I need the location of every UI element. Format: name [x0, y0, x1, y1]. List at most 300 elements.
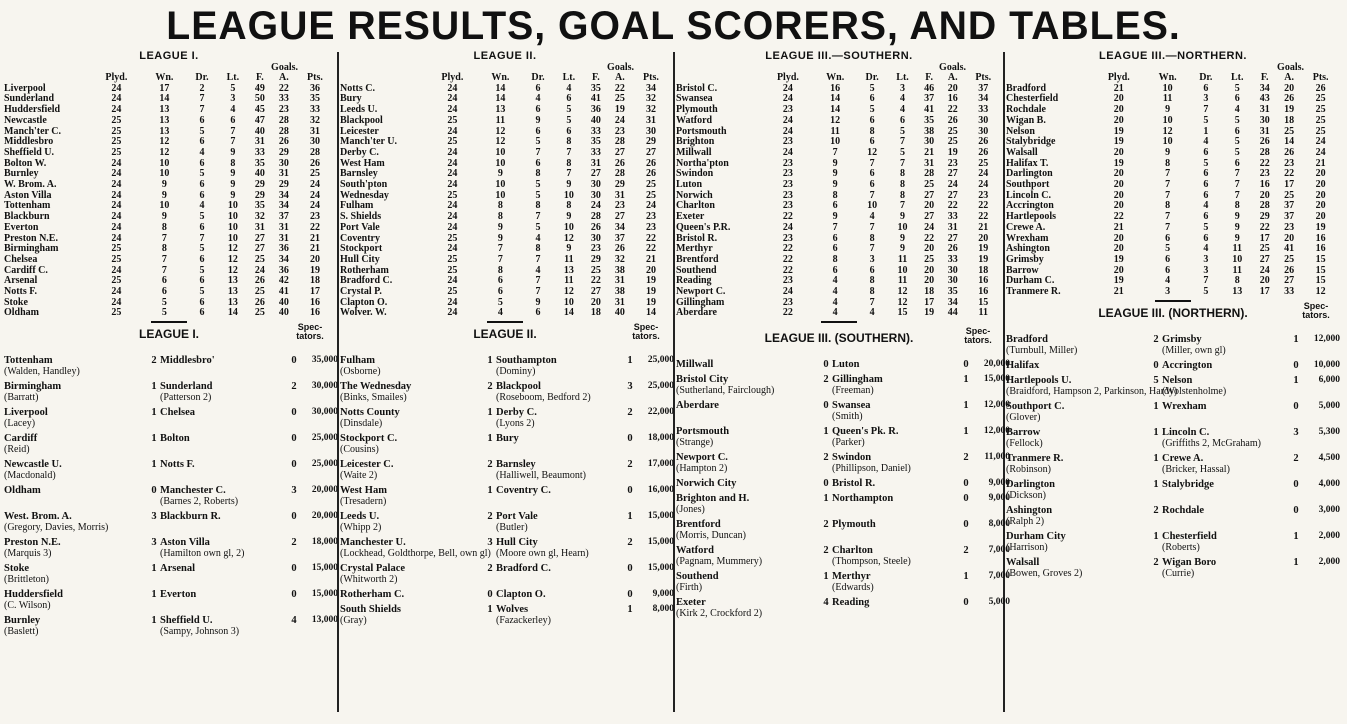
away-team: Southampton	[496, 355, 557, 367]
stat-cell: 44	[947, 307, 958, 319]
match-result	[1006, 531, 1340, 553]
match-result	[1006, 479, 1340, 501]
table-row	[676, 308, 1002, 319]
stat-cell: 24	[111, 104, 122, 116]
home-score: 1	[487, 485, 493, 497]
stat-cell: 7	[535, 211, 541, 223]
home-score: 1	[823, 426, 829, 438]
goal-scorers	[340, 444, 674, 455]
attendance: 25,000	[311, 433, 338, 444]
stat-cell: 11	[564, 275, 574, 287]
stat-cell: 13	[495, 104, 506, 116]
stat-cell: 27	[590, 286, 601, 298]
stat-cell: 6	[1203, 232, 1209, 244]
away-scorers: (Lyons 2)	[496, 418, 535, 430]
stat-cell: 7	[1165, 179, 1171, 191]
column-header-points: Pts.	[975, 72, 992, 83]
team-name: Rotherham	[340, 264, 389, 276]
away-team: Derby C.	[496, 407, 537, 419]
match-result	[676, 571, 1010, 594]
home-scorers: (Kirk 2, Crockford 2)	[676, 608, 763, 620]
stat-cell: 23	[978, 189, 989, 201]
column-header-lost: Lt.	[226, 72, 240, 83]
home-team: Darlington	[1006, 478, 1056, 490]
away-scorers: (Roseboom, Bedford 2)	[496, 392, 591, 404]
stat-cell: 19	[645, 296, 656, 308]
stat-cell: 20	[309, 253, 320, 265]
stat-cell: 27	[947, 168, 958, 180]
stat-cell: 25	[447, 232, 458, 244]
team-name: Birmingham	[4, 243, 59, 255]
stat-cell: 22	[947, 104, 958, 116]
stat-cell: 11	[978, 307, 988, 319]
stat-cell: 11	[897, 275, 908, 287]
table-title: LEAGUE I.	[139, 50, 199, 62]
stat-cell: 4	[535, 264, 541, 276]
column-header-for: F.	[592, 72, 600, 83]
stat-cell: 7	[230, 136, 236, 148]
column-header-points: Pts.	[1312, 72, 1329, 83]
team-name: Brentford	[676, 253, 719, 265]
stat-cell: 25	[1259, 243, 1270, 255]
stat-cell: 32	[254, 211, 265, 223]
stat-cell: 7	[1165, 221, 1171, 233]
stat-cell: 20	[1315, 168, 1326, 180]
stat-cell: 26	[1284, 146, 1295, 158]
stat-cell: 12	[830, 114, 841, 126]
stat-cell: 7	[161, 253, 167, 265]
away-team: Everton	[160, 589, 197, 601]
attendance: 25,000	[647, 381, 674, 392]
away-scorers	[496, 444, 666, 455]
stat-cell: 20	[1113, 168, 1124, 180]
stat-cell: 31	[590, 157, 601, 169]
away-scorers	[496, 496, 666, 507]
stat-cell: 10	[495, 189, 506, 201]
away-score: 0	[291, 589, 297, 601]
away-team: Middlesbro'	[160, 355, 215, 367]
stat-cell: 4	[1165, 275, 1171, 287]
stat-cell: 23	[590, 243, 601, 255]
team-name: Portsmouth	[676, 125, 727, 137]
home-scorers: (Cousins)	[340, 444, 379, 456]
stat-cell: 24	[782, 93, 793, 105]
stat-cell: 8	[566, 157, 572, 169]
stat-cell: 18	[1284, 114, 1295, 126]
home-scorers: (Fellock)	[1006, 437, 1043, 449]
stat-cell: 3	[1203, 264, 1209, 276]
stat-cell: 34	[1259, 82, 1270, 94]
match-result	[340, 459, 674, 482]
stat-cell: 8	[161, 243, 167, 255]
stat-cell: 29	[278, 146, 289, 158]
stat-cell: 25	[254, 253, 265, 265]
team-name: Ashington	[1006, 243, 1050, 255]
home-team: Manchester U.	[340, 537, 406, 549]
team-name: Nelson	[1006, 125, 1035, 137]
stat-cell: 7	[535, 146, 541, 158]
results-list	[676, 359, 1010, 620]
stat-cell: 19	[1113, 125, 1124, 137]
goal-scorers	[340, 418, 674, 429]
stat-cell: 46	[924, 82, 935, 94]
away-score: 0	[1293, 478, 1299, 490]
away-scorers	[832, 530, 1002, 541]
results-title: LEAGUE III. (NORTHERN). Spec-tators.	[1006, 306, 1340, 320]
stat-cell: 26	[1315, 82, 1326, 94]
stat-cell: 6	[1203, 189, 1209, 201]
attendance: 10,000	[1313, 359, 1340, 370]
stat-cell: 3	[1203, 93, 1209, 105]
home-scorers: (Jones)	[676, 504, 705, 516]
team-name: Manch'ter U.	[340, 136, 398, 148]
stat-cell: 10	[1162, 82, 1173, 94]
team-name: Stalybridge	[1006, 136, 1056, 148]
stat-cell: 20	[1113, 114, 1124, 126]
stat-cell: 27	[645, 146, 656, 158]
away-score: 1	[963, 571, 969, 583]
away-scorers: (Phillipson, Daniel)	[832, 463, 911, 475]
away-scorers	[160, 418, 330, 429]
stat-cell: 7	[1165, 189, 1171, 201]
stat-cell: 20	[1113, 93, 1124, 105]
attendance: 5,000	[1318, 400, 1340, 411]
stat-cell: 24	[782, 82, 793, 94]
attendance: 9,000	[988, 478, 1010, 489]
home-team: Exeter	[676, 597, 706, 609]
stat-cell: 9	[497, 232, 503, 244]
stat-cell: 6	[900, 114, 906, 126]
stat-cell: 22	[1259, 221, 1270, 233]
stat-cell: 21	[309, 232, 320, 244]
stat-cell: 23	[278, 104, 289, 116]
stat-cell: 30	[924, 136, 935, 148]
attendance: 15,000	[311, 589, 338, 600]
stat-cell: 7	[535, 275, 541, 287]
stat-cell: 6	[832, 243, 838, 255]
table-row	[1006, 223, 1340, 234]
home-scorers	[676, 411, 832, 422]
stat-cell: 21	[1315, 157, 1326, 169]
away-team: Crewe A.	[1162, 452, 1204, 464]
goal-scorers	[4, 496, 338, 507]
stat-cell: 27	[254, 243, 265, 255]
stat-cell: 7	[869, 157, 875, 169]
attendance: 15,000	[983, 374, 1010, 385]
stat-cell: 12	[867, 146, 878, 158]
results-title: LEAGUE I. Spec-tators.	[4, 327, 334, 341]
attendance: 16,000	[647, 485, 674, 496]
team-name: Crystal P.	[340, 286, 382, 298]
stat-cell: 20	[924, 264, 935, 276]
table-row	[4, 223, 334, 234]
team-name: Bristol R.	[676, 232, 718, 244]
stat-cell: 23	[1284, 157, 1295, 169]
team-name: Stoke	[4, 296, 28, 308]
stat-cell: 25	[1315, 125, 1326, 137]
stat-cell: 25	[614, 93, 625, 105]
stat-cell: 30	[278, 157, 289, 169]
stat-cell: 27	[947, 232, 958, 244]
away-score: 0	[291, 459, 297, 471]
attendance: 4,000	[1318, 478, 1340, 489]
stat-cell: 29	[1259, 211, 1270, 223]
stat-cell: 23	[309, 211, 320, 223]
away-score: 2	[627, 459, 633, 471]
away-scorers	[496, 574, 666, 585]
stat-cell: 8	[1165, 157, 1171, 169]
away-scorers: (Roberts)	[1162, 541, 1200, 553]
home-score: 2	[823, 374, 829, 386]
home-scorers	[4, 496, 160, 507]
stat-cell: 5	[1203, 114, 1209, 126]
stat-cell: 9	[230, 179, 236, 191]
team-name: Everton	[4, 221, 39, 233]
stat-cell: 4	[832, 275, 838, 287]
stat-cell: 28	[309, 146, 320, 158]
stat-cell: 7	[1165, 211, 1171, 223]
stat-cell: 25	[111, 136, 122, 148]
away-scorers	[1162, 516, 1332, 527]
attendance: 11,000	[984, 452, 1010, 463]
away-score: 0	[291, 563, 297, 575]
stat-cell: 10	[1162, 136, 1173, 148]
stat-cell: 9	[535, 296, 541, 308]
stat-cell: 6	[869, 168, 875, 180]
stat-cell: 6	[869, 264, 875, 276]
stat-cell: 27	[924, 189, 935, 201]
column-header-against: A.	[279, 72, 289, 83]
stat-cell: 12	[897, 286, 908, 298]
home-scorers: (Lockhead, Goldthorpe, Bell, own gl)	[340, 548, 491, 560]
home-scorers: (Gregory, Davies, Morris)	[4, 522, 109, 534]
stat-cell: 9	[161, 179, 167, 191]
stat-cell: 36	[278, 264, 289, 276]
away-score: 0	[1293, 504, 1299, 516]
stat-cell: 10	[227, 211, 238, 223]
stat-cell: 20	[947, 82, 958, 94]
stat-cell: 10	[159, 200, 170, 212]
stat-cell: 19	[1113, 136, 1124, 148]
stat-cell: 9	[566, 179, 572, 191]
stat-cell: 30	[590, 232, 601, 244]
away-score: 0	[963, 359, 969, 371]
stat-cell: 40	[254, 125, 265, 137]
stat-cell: 25	[1284, 189, 1295, 201]
team-name: W. Brom. A.	[4, 179, 57, 191]
stat-cell: 12	[1162, 125, 1173, 137]
stat-cell: 25	[447, 264, 458, 276]
stat-cell: 6	[832, 232, 838, 244]
away-team: Chesterfield	[1162, 530, 1217, 542]
stat-cell: 7	[161, 232, 167, 244]
team-name: Blackpool	[340, 114, 383, 126]
results-title: LEAGUE II. Spec-tators.	[340, 327, 670, 341]
stat-cell: 26	[254, 296, 265, 308]
stat-cell: 5	[535, 179, 541, 191]
stat-cell: 20	[1113, 189, 1124, 201]
stat-cell: 24	[111, 82, 122, 94]
stat-cell: 1	[1203, 125, 1209, 137]
stat-cell: 6	[535, 307, 541, 319]
home-scorers: (Bowen, Groves 2)	[1006, 567, 1083, 579]
goal-scorers	[1006, 568, 1340, 579]
away-score: 3	[627, 381, 633, 393]
stat-cell: 24	[111, 179, 122, 191]
attendance: 2,000	[1318, 556, 1340, 567]
team-name: Newport C.	[676, 286, 726, 298]
stat-cell: 24	[782, 114, 793, 126]
home-score: 0	[823, 400, 829, 412]
stat-cell: 6	[199, 307, 205, 319]
away-score: 1	[1293, 374, 1299, 386]
away-team: Barnsley	[496, 459, 536, 471]
team-name: South'pton	[340, 179, 388, 191]
stat-cell: 12	[159, 136, 170, 148]
stat-cell: 24	[447, 125, 458, 137]
match-result	[676, 426, 1010, 449]
stat-cell: 3	[869, 253, 875, 265]
stat-cell: 6	[199, 114, 205, 126]
team-name: Swansea	[676, 93, 713, 105]
away-score: 1	[963, 426, 969, 438]
stat-cell: 16	[309, 296, 320, 308]
stat-cell: 30	[590, 189, 601, 201]
stat-cell: 34	[278, 189, 289, 201]
stat-cell: 13	[1232, 286, 1243, 298]
stat-cell: 9	[1165, 104, 1171, 116]
home-scorers: (Binks, Smailes)	[340, 392, 407, 404]
team-name: Accrington	[1006, 200, 1054, 212]
stat-cell: 3	[230, 93, 236, 105]
away-team: Stalybridge	[1162, 478, 1214, 490]
team-name: Wigan B.	[1006, 114, 1046, 126]
stat-cell: 38	[614, 286, 625, 298]
stat-cell: 7	[566, 146, 572, 158]
stat-cell: 31	[645, 114, 656, 126]
match-result	[676, 597, 1010, 620]
stat-cell: 13	[227, 286, 238, 298]
stat-cell: 20	[1284, 82, 1295, 94]
stat-cell: 33	[1284, 286, 1295, 298]
stat-cell: 6	[1203, 168, 1209, 180]
home-score: 2	[487, 563, 493, 575]
stat-cell: 25	[447, 253, 458, 265]
stat-cell: 6	[1203, 82, 1209, 94]
team-name: Brighton	[676, 136, 715, 148]
stat-cell: 5	[161, 307, 167, 319]
home-team: Bristol City	[676, 374, 729, 386]
attendance: 20,000	[311, 485, 338, 496]
away-scorers: (Griffiths 2, McGraham)	[1162, 437, 1261, 449]
stat-cell: 7	[497, 243, 503, 255]
stat-cell: 9	[900, 211, 906, 223]
divider-rule	[487, 321, 523, 323]
stat-cell: 32	[309, 114, 320, 126]
match-result	[340, 381, 674, 404]
column-header-against: A.	[947, 72, 958, 83]
stat-cell: 8	[832, 189, 838, 201]
stat-cell: 26	[309, 157, 320, 169]
away-scorers	[832, 504, 1002, 515]
goals-header: Goals.	[271, 62, 298, 73]
match-result	[340, 407, 674, 430]
stat-cell: 34	[278, 253, 289, 265]
stat-cell: 7	[900, 200, 906, 212]
stat-cell: 24	[111, 93, 122, 105]
column-league-1	[4, 48, 338, 716]
stat-cell: 25	[1315, 114, 1326, 126]
team-name: Exeter	[676, 211, 705, 223]
results-list	[1006, 334, 1340, 579]
home-team: Leicester C.	[340, 459, 394, 471]
attendance: 7,000	[988, 571, 1010, 582]
match-result	[4, 485, 338, 508]
match-result	[676, 374, 1010, 397]
away-score: 0	[627, 433, 633, 445]
home-scorers: (Lacey)	[4, 418, 36, 430]
stat-cell: 24	[1315, 146, 1326, 158]
stat-cell: 35	[254, 200, 265, 212]
table-title: LEAGUE II.	[473, 50, 537, 62]
stat-cell: 29	[254, 179, 265, 191]
stat-cell: 6	[1234, 157, 1240, 169]
stat-cell: 24	[1259, 264, 1270, 276]
stat-cell: 6	[1203, 211, 1209, 223]
home-team: Rotherham C.	[340, 589, 405, 601]
stat-cell: 7	[869, 296, 875, 308]
stat-cell: 26	[590, 221, 601, 233]
home-scorers: (Braidford, Hampson 2, Parkinson, Hardy)	[1006, 385, 1178, 397]
spectators-header: Spec-tators.	[1302, 300, 1330, 320]
team-name: Aston Villa	[4, 189, 52, 201]
home-score: 1	[151, 459, 157, 471]
home-scorers: (Brittleton)	[4, 574, 49, 586]
stat-cell: 37	[1284, 211, 1295, 223]
stat-cell: 20	[645, 264, 656, 276]
stat-cell: 4	[1203, 200, 1209, 212]
away-score: 1	[1293, 556, 1299, 568]
stat-cell: 26	[978, 146, 989, 158]
stat-cell: 28	[278, 114, 289, 126]
home-score: 1	[1153, 530, 1159, 542]
stat-cell: 50	[254, 93, 265, 105]
column-league-2	[340, 48, 674, 716]
home-score: 1	[487, 604, 493, 616]
stat-cell: 13	[159, 104, 170, 116]
column-header-for: F.	[925, 72, 933, 83]
stat-cell: 26	[1284, 93, 1295, 105]
away-score: 0	[963, 519, 969, 531]
stat-cell: 17	[1259, 286, 1270, 298]
stat-cell: 5	[535, 221, 541, 233]
column-header-points: Pts.	[643, 72, 659, 83]
team-name: Notts C.	[340, 82, 375, 94]
match-result	[4, 355, 338, 378]
home-team: Ashington	[1006, 504, 1053, 516]
stat-cell: 5	[199, 168, 205, 180]
goal-scorers	[1006, 438, 1340, 449]
stat-cell: 9	[566, 243, 572, 255]
table-row	[340, 116, 670, 127]
home-score: 1	[1153, 478, 1159, 490]
stat-cell: 23	[782, 200, 793, 212]
stat-cell: 21	[1113, 82, 1124, 94]
stat-cell: 23	[947, 157, 958, 169]
home-scorers: (Morris, Duncan)	[676, 530, 746, 542]
stat-cell: 31	[924, 157, 935, 169]
stat-cell: 9	[230, 146, 236, 158]
